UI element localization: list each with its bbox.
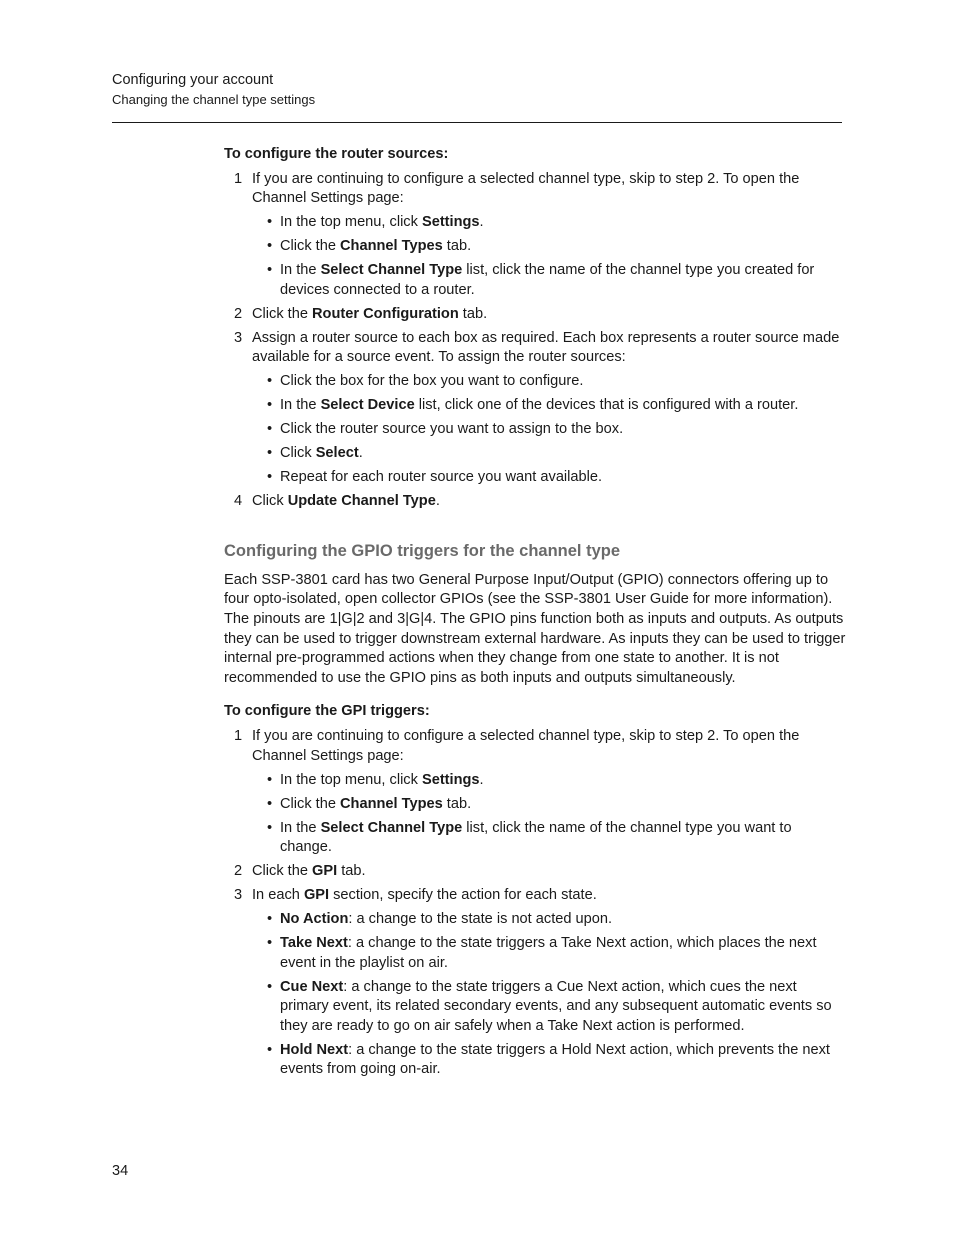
ui-term: Settings bbox=[421, 214, 480, 231]
ui-term: Update Channel Type bbox=[287, 493, 436, 510]
ui-term: No Action bbox=[280, 911, 349, 928]
bullet-text: list, click the name of the channel type you created for devices connected to a router. bbox=[280, 262, 815, 298]
page-body bbox=[224, 145, 846, 1084]
gpi-step-1-bullet-3 bbox=[224, 819, 846, 858]
page-number: 34 bbox=[112, 1163, 129, 1179]
ui-term: Channel Types bbox=[340, 238, 443, 255]
step-text: tab. bbox=[337, 863, 366, 880]
bullet-icon: • bbox=[267, 978, 273, 995]
router-step-3-bullet-2 bbox=[224, 396, 846, 416]
bullet-text: Click the bbox=[280, 795, 341, 812]
ui-term: Channel Types bbox=[340, 795, 443, 812]
step-text: Assign a router source to each box as required. Each box represents a router source made available for a source event. To assign the router sources: bbox=[252, 329, 840, 366]
bullet-text: tab. bbox=[442, 795, 472, 812]
gpi-step-1-bullet-2 bbox=[224, 795, 846, 815]
ui-term: Hold Next bbox=[280, 1041, 349, 1058]
gpi-step-3 bbox=[224, 886, 846, 906]
router-step-2 bbox=[224, 305, 846, 325]
step-number: 1 bbox=[234, 170, 243, 187]
ui-term: GPI bbox=[312, 863, 338, 880]
bullet-text: In the top menu, click bbox=[280, 771, 422, 788]
procedure-heading-gpi: To configure the GPI triggers: bbox=[224, 703, 430, 720]
step-text: Click the bbox=[252, 305, 313, 322]
gpi-step-3-bullet-1 bbox=[224, 910, 846, 930]
step-number: 3 bbox=[234, 329, 243, 346]
bullet-text: Click the router source you want to assign to the box. bbox=[280, 421, 624, 438]
bullet-icon: • bbox=[267, 421, 273, 438]
bullet-text: Repeat for each router source you want available. bbox=[280, 469, 603, 486]
step-text: If you are continuing to configure a selected channel type, skip to step 2. To open the Channel Settings page: bbox=[252, 727, 800, 764]
router-step-1 bbox=[224, 170, 846, 209]
bullet-icon: • bbox=[267, 214, 273, 231]
step-number: 2 bbox=[234, 863, 243, 880]
gpi-step-1 bbox=[224, 727, 846, 766]
router-step-3-bullet-1 bbox=[224, 372, 846, 392]
ui-term: GPI bbox=[303, 887, 330, 904]
bullet-text: In the bbox=[280, 819, 321, 836]
step-text: tab. bbox=[458, 305, 488, 322]
gpio-description: Each SSP-3801 card has two General Purpose Input/Output (GPIO) connectors offering up to four opto-isolated, open collector GPIOs (see the SSP-3801 User Guide for more information). The pinouts are 1|G|2 and 3|G|4. The GPIO pins function both as inputs and outputs. As outputs they can be used to trigger downstream external hardware. As inputs they can be used to trigger internal pre-programmed actions when they change from one state to another. It is not recommended to use the GPIO pins as both inputs and outputs simultaneously. bbox=[224, 571, 846, 686]
ui-term: Router Configuration bbox=[312, 305, 459, 322]
router-step-1-bullet-3 bbox=[224, 261, 846, 300]
procedure-heading-router: To configure the router sources: bbox=[224, 146, 449, 162]
ui-term: Select Device bbox=[320, 397, 415, 414]
ui-term: Select Channel Type bbox=[320, 262, 463, 279]
step-text: In each bbox=[252, 887, 304, 904]
router-step-4 bbox=[224, 492, 846, 512]
gpi-step-1-bullet-1 bbox=[224, 771, 846, 791]
bullet-text: In the bbox=[280, 397, 321, 414]
bullet-icon: • bbox=[267, 1041, 273, 1058]
bullet-text: : a change to the state triggers a Take Next action, which places the next event in the playlist on air. bbox=[280, 935, 817, 971]
step-text: . bbox=[435, 493, 440, 510]
ui-term: Select Channel Type bbox=[320, 819, 463, 836]
bullet-icon: • bbox=[267, 262, 273, 279]
bullet-text: : a change to the state is not acted upon. bbox=[348, 911, 613, 928]
step-number: 3 bbox=[234, 887, 243, 904]
gpi-step-3-bullet-3 bbox=[224, 978, 846, 1037]
bullet-text: In the bbox=[280, 262, 321, 279]
bullet-text: list, click one of the devices that is configured with a router. bbox=[414, 397, 799, 414]
bullet-icon: • bbox=[267, 935, 273, 952]
bullet-text: . bbox=[479, 771, 484, 788]
gpi-step-3-bullet-2 bbox=[224, 934, 846, 973]
bullet-icon: • bbox=[267, 238, 273, 255]
running-header-section: Changing the channel type settings bbox=[112, 92, 316, 107]
bullet-icon: • bbox=[267, 819, 273, 836]
step-number: 1 bbox=[234, 727, 243, 744]
step-text: If you are continuing to configure a selected channel type, skip to step 2. To open the Channel Settings page: bbox=[252, 170, 800, 207]
step-text: Click bbox=[252, 493, 288, 510]
router-step-3-bullet-5 bbox=[224, 468, 846, 488]
router-step-3 bbox=[224, 329, 846, 368]
header-rule bbox=[112, 122, 842, 123]
ui-term: Select bbox=[315, 445, 359, 462]
ui-term: Cue Next bbox=[280, 978, 344, 995]
bullet-text: tab. bbox=[442, 238, 472, 255]
bullet-icon: • bbox=[267, 911, 273, 928]
step-number: 4 bbox=[234, 493, 243, 510]
bullet-icon: • bbox=[267, 795, 273, 812]
bullet-icon: • bbox=[267, 445, 273, 462]
bullet-icon: • bbox=[267, 771, 273, 788]
bullet-text: Click bbox=[280, 445, 316, 462]
bullet-icon: • bbox=[267, 397, 273, 414]
gpi-step-3-bullet-4 bbox=[224, 1041, 846, 1080]
step-text: Click the bbox=[252, 863, 313, 880]
router-step-1-bullet-1 bbox=[224, 213, 846, 233]
router-step-3-bullet-3 bbox=[224, 420, 846, 440]
router-step-1-bullet-2 bbox=[224, 237, 846, 257]
bullet-icon: • bbox=[267, 373, 273, 390]
bullet-icon: • bbox=[267, 469, 273, 486]
running-header-chapter: Configuring your account bbox=[112, 72, 274, 88]
step-number: 2 bbox=[234, 305, 243, 322]
step-text: section, specify the action for each state. bbox=[329, 887, 597, 904]
bullet-text: . bbox=[479, 214, 484, 231]
bullet-text: Click the bbox=[280, 238, 341, 255]
bullet-text: . bbox=[358, 445, 363, 462]
bullet-text: list, click the name of the channel type you want to change. bbox=[280, 819, 792, 856]
ui-term: Settings bbox=[421, 771, 480, 788]
section-title-gpio: Configuring the GPIO triggers for the channel type bbox=[224, 541, 621, 560]
bullet-text: In the top menu, click bbox=[280, 214, 422, 231]
gpi-step-2 bbox=[224, 862, 846, 882]
bullet-text: : a change to the state triggers a Cue Next action, which cues the next primary event, its related secondary events, and any subsequent automatic events so they are ready to go on air safely when a Take Next action is performed. bbox=[280, 978, 832, 1034]
bullet-text: Click the box for the box you want to configure. bbox=[280, 373, 584, 390]
bullet-text: : a change to the state triggers a Hold Next action, which prevents the next events from going on-air. bbox=[280, 1041, 830, 1078]
router-step-3-bullet-4 bbox=[224, 444, 846, 464]
ui-term: Take Next bbox=[280, 935, 348, 952]
